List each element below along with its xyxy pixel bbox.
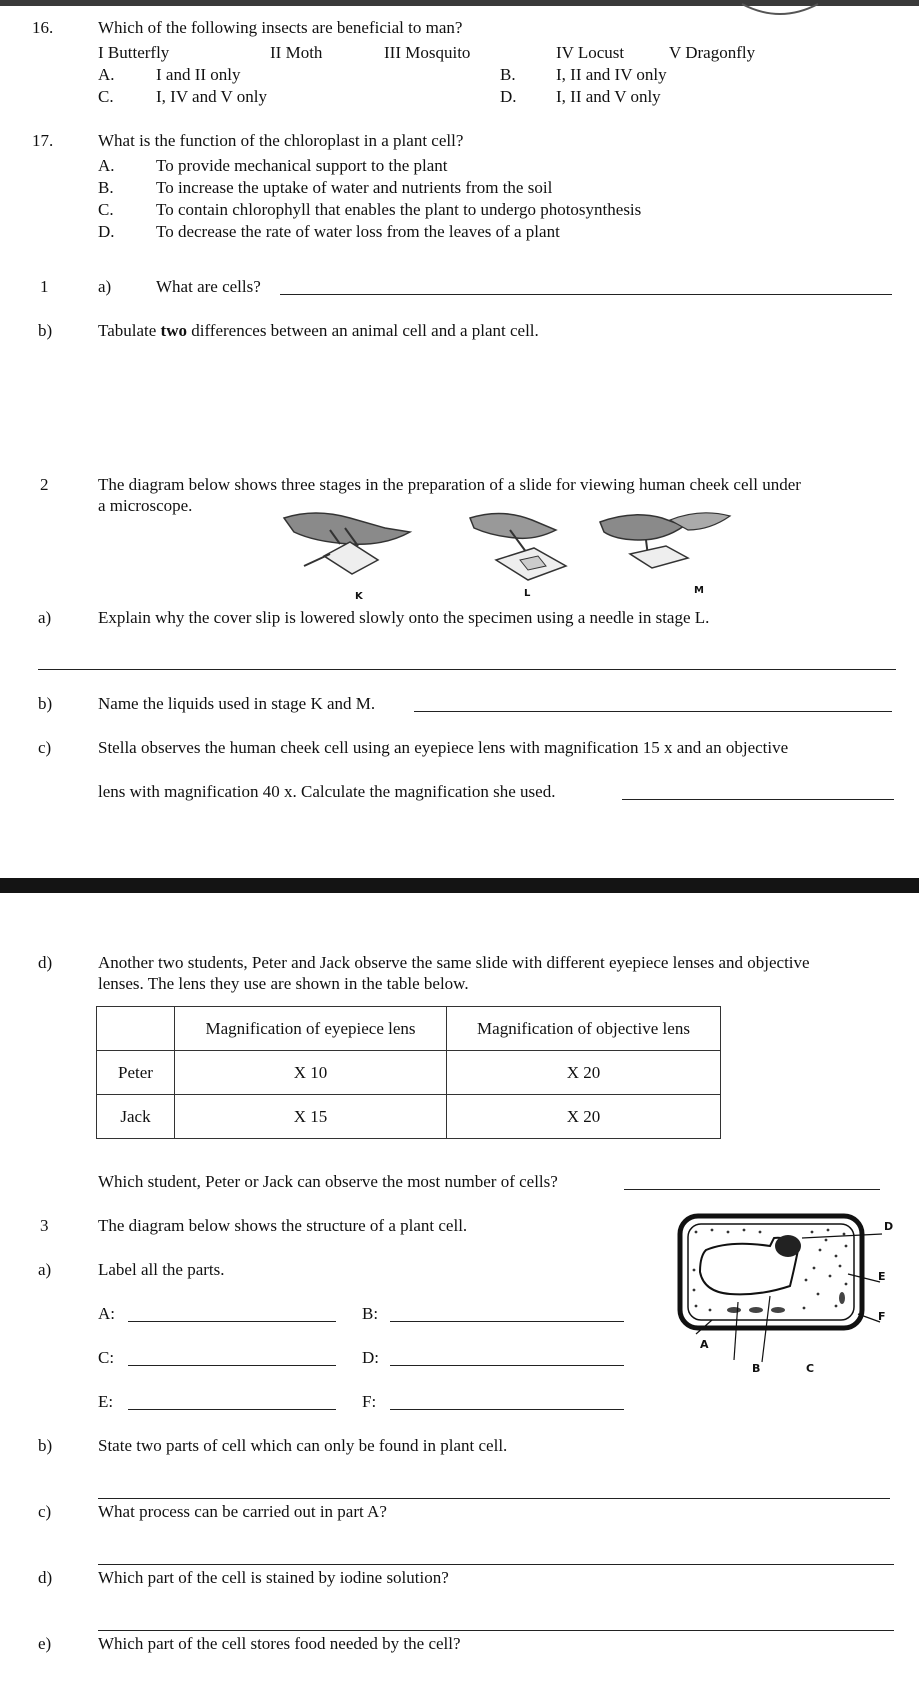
answer-line[interactable]	[390, 1365, 624, 1366]
table-header-cell	[97, 1007, 175, 1051]
lens-table	[96, 1006, 721, 1139]
answer-line[interactable]	[98, 1498, 890, 1499]
table-header-cell: Magnification of objective lens	[447, 1007, 721, 1051]
table-cell-student: Peter	[97, 1051, 175, 1095]
label-field-c: C:	[98, 1348, 115, 1367]
table-cell-student: Jack	[97, 1095, 175, 1139]
stage-k-illustration	[284, 513, 410, 574]
answer-line[interactable]	[390, 1409, 624, 1410]
option-letter: B.	[98, 178, 114, 197]
answer-line[interactable]	[622, 799, 894, 800]
answer-line[interactable]	[98, 1564, 894, 1565]
option-text: To increase the uptake of water and nutrients from the soil	[156, 178, 553, 197]
label-field-a: A:	[98, 1304, 115, 1323]
option-text: To decrease the rate of water loss from the leaves of a plant	[156, 222, 560, 241]
question-text: Which of the following insects are beneficial to man?	[98, 18, 463, 37]
section-number: 1	[40, 277, 49, 296]
answer-line[interactable]	[390, 1321, 624, 1322]
section-number: 3	[40, 1216, 49, 1235]
part-question: Which student, Peter or Jack can observe the most number of cells?	[98, 1172, 558, 1191]
part-question: Explain why the cover slip is lowered slowly onto the specimen using a needle in stage L.	[98, 608, 710, 627]
answer-line[interactable]	[128, 1409, 336, 1410]
part-question: lens with magnification 40 x. Calculate the magnification she used.	[98, 782, 556, 801]
label-field-e: E:	[98, 1392, 114, 1411]
diagram-label-b: B	[752, 1362, 761, 1375]
insect-item-5: V Dragonfly	[669, 43, 756, 62]
option-letter: C.	[98, 87, 114, 106]
part-label: a)	[38, 608, 52, 627]
answer-line[interactable]	[128, 1321, 336, 1322]
part-label: d)	[38, 953, 53, 972]
part-question: Name the liquids used in stage K and M.	[98, 694, 376, 713]
table-row	[97, 1095, 721, 1139]
answer-line[interactable]	[38, 669, 896, 670]
part-label: e)	[38, 1634, 52, 1653]
option-text: To contain chlorophyll that enables the plant to undergo photosynthesis	[156, 200, 642, 219]
stage-label-k: K	[355, 591, 363, 602]
option-text: To provide mechanical support to the plant	[156, 156, 448, 175]
option-letter: D.	[98, 222, 115, 241]
option-text: I and II only	[156, 65, 241, 84]
table-cell-objective: X 20	[447, 1051, 721, 1095]
table-cell-eyepiece: X 10	[175, 1051, 447, 1095]
part-label: a)	[98, 277, 112, 296]
page-corner-stamp-icon	[738, 0, 822, 20]
label-field-f: F:	[362, 1392, 377, 1411]
question-number: 17.	[32, 131, 54, 150]
part-label: b)	[38, 1436, 53, 1455]
answer-line[interactable]	[98, 1630, 894, 1631]
option-letter: A.	[98, 156, 115, 175]
answer-line[interactable]	[128, 1365, 336, 1366]
slide-preparation-diagram	[270, 500, 770, 590]
intro-text: a microscope.	[98, 496, 193, 515]
stage-l-illustration	[470, 513, 566, 580]
part-question: Tabulate two differences between an animal cell and a plant cell.	[98, 321, 539, 340]
part-question: State two parts of cell which can only be found in plant cell.	[98, 1436, 508, 1455]
table-row	[97, 1051, 721, 1095]
diagram-label-d: D	[884, 1220, 894, 1233]
page-break-bar	[0, 878, 919, 893]
part-label: c)	[38, 738, 52, 757]
nucleus	[775, 1235, 801, 1257]
stage-m-illustration	[600, 513, 730, 568]
part-question: lenses. The lens they use are shown in the table below.	[98, 974, 469, 993]
answer-line[interactable]	[624, 1189, 880, 1190]
answer-line[interactable]	[280, 294, 892, 295]
diagram-label-e: E	[878, 1270, 886, 1283]
option-letter: D.	[500, 87, 517, 106]
part-question: Another two students, Peter and Jack observe the same slide with different eyepiece lenses and objective	[98, 953, 810, 972]
label-field-b: B:	[362, 1304, 379, 1323]
diagram-label-f: F	[878, 1310, 886, 1323]
part-question: Stella observes the human cheek cell using an eyepiece lens with magnification 15 x and an objective	[98, 738, 789, 757]
table-cell-objective: X 20	[447, 1095, 721, 1139]
part-label: d)	[38, 1568, 53, 1587]
option-text: I, II and V only	[556, 87, 661, 106]
part-question: Which part of the cell stores food needed by the cell?	[98, 1634, 461, 1653]
answer-line[interactable]	[414, 711, 892, 712]
option-letter: C.	[98, 200, 114, 219]
diagram-label-a: A	[700, 1338, 709, 1351]
option-letter: B.	[500, 65, 516, 84]
part-question: Which part of the cell is stained by iodine solution?	[98, 1568, 449, 1587]
insect-item-2: II Moth	[270, 43, 323, 62]
diagram-label-c: C	[806, 1362, 815, 1375]
intro-text: The diagram below shows three stages in the preparation of a slide for viewing human cheek cell under	[98, 475, 801, 494]
insect-item-1: I Butterfly	[98, 43, 170, 62]
part-label: a)	[38, 1260, 52, 1279]
table-header-cell: Magnification of eyepiece lens	[175, 1007, 447, 1051]
part-question: What are cells?	[156, 277, 261, 296]
question-number: 16.	[32, 18, 54, 37]
table-header-row	[97, 1007, 721, 1051]
option-text: I, IV and V only	[156, 87, 267, 106]
section-number: 2	[40, 475, 49, 494]
part-label: c)	[38, 1502, 52, 1521]
insect-item-3: III Mosquito	[384, 43, 471, 62]
question-text: What is the function of the chloroplast in a plant cell?	[98, 131, 464, 150]
option-letter: A.	[98, 65, 115, 84]
intro-text: The diagram below shows the structure of a plant cell.	[98, 1216, 468, 1235]
stage-label-m: M	[694, 585, 704, 596]
part-question: Label all the parts.	[98, 1260, 225, 1279]
insect-item-4: IV Locust	[556, 43, 625, 62]
stage-label-l: L	[524, 588, 531, 599]
option-text: I, II and IV only	[556, 65, 667, 84]
label-field-d: D:	[362, 1348, 379, 1367]
part-label: b)	[38, 694, 53, 713]
part-question: What process can be carried out in part A?	[98, 1502, 387, 1521]
table-cell-eyepiece: X 15	[175, 1095, 447, 1139]
part-label: b)	[38, 321, 53, 340]
